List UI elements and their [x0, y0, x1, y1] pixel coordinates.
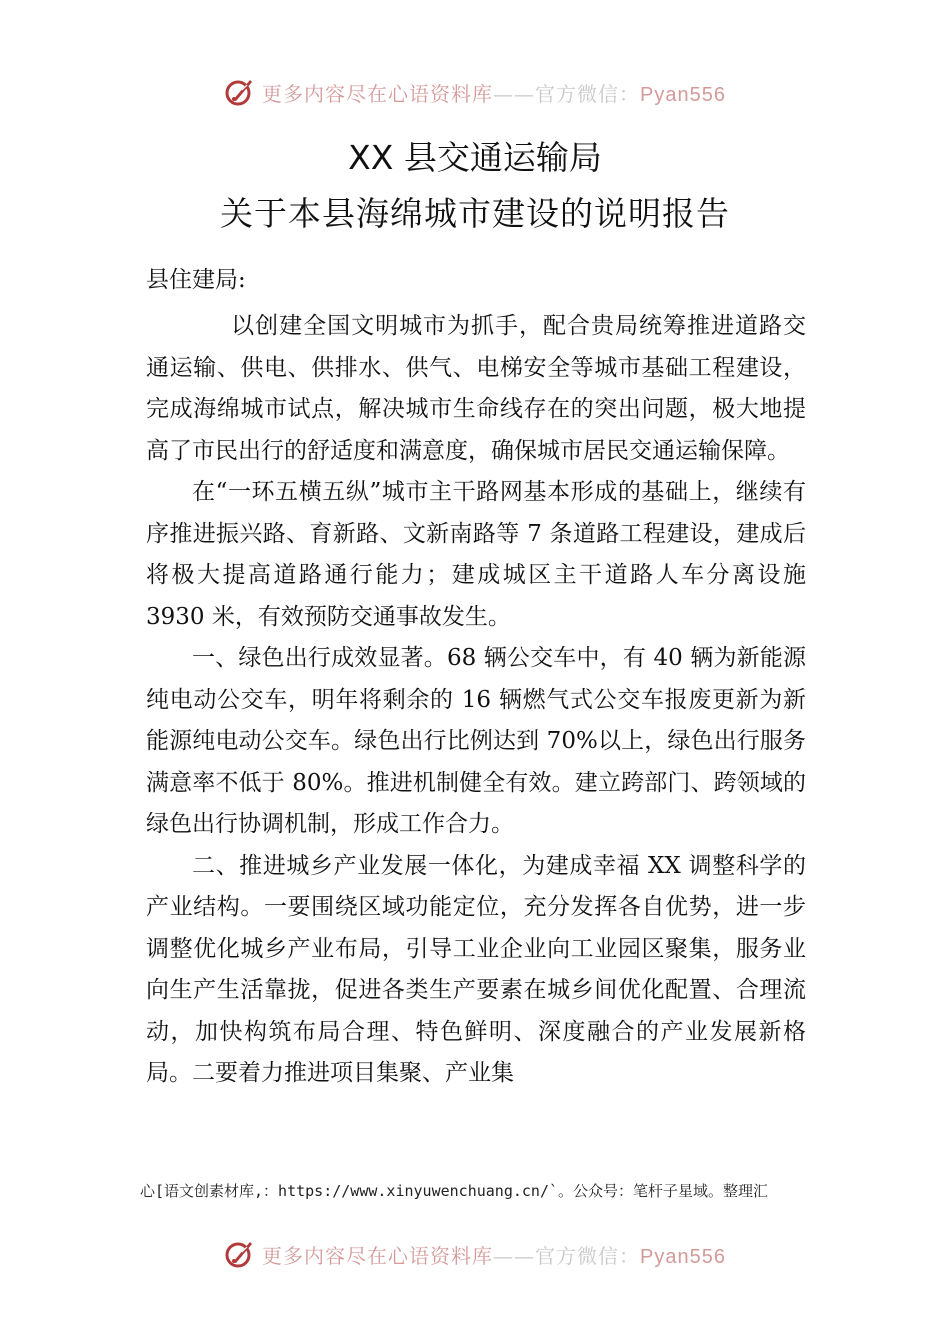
- feather-pen-logo-icon: [224, 76, 256, 108]
- body-paragraph-4: 二、推进城乡产业发展一体化，为建成幸福 XX 调整科学的产业结构。一要围绕区域功能定位，充分发挥各自优势，进一步调整优化城乡产业布局，引导工业企业向工业园区聚集，服务业向生产生活靠拢，促进各类生产要素在城乡间优化配置、合理流动，加快构筑布局合理、特色鲜明、深度融合的产业发展新格局。二要着力推进项目集聚、产业集: [146, 852, 806, 1086]
- banner-lead: 更多内容尽在心语资料库: [262, 1243, 494, 1268]
- banner-wechat-id: Pyan556: [640, 83, 726, 106]
- banner-wechat-label: 官方微信：: [535, 1243, 641, 1268]
- document-body: [146, 306, 806, 1095]
- banner-text: [262, 78, 726, 107]
- footer-note: 心[语文创素材库,：https://www.xinyuwenchuang.cn/`。公众号：笔杆子星域。整理汇: [140, 1182, 769, 1200]
- banner-lead: 更多内容尽在心语资料库: [262, 81, 494, 106]
- banner-wechat-label: 官方微信：: [535, 81, 641, 106]
- body-paragraph-2: 在“一环五横五纵”城市主干路网基本形成的基础上，继续有序推进振兴路、育新路、文新南路等 7 条道路工程建设，建成后将极大提高道路通行能力；建成城区主干道路人车分离设施 3930 米，有效预防交通事故发生。: [146, 479, 806, 630]
- footer-banner: [0, 1232, 950, 1276]
- document-title-line-2: 关于本县海绵城市建设的说明报告: [220, 194, 730, 233]
- banner-wechat-id: Pyan556: [640, 1245, 726, 1268]
- banner-text: [262, 1240, 726, 1269]
- banner-dash: ——: [493, 81, 536, 106]
- salutation: 县住建局:: [146, 267, 246, 293]
- feather-pen-logo-icon: [224, 1238, 256, 1270]
- document-title-line-1: XX 县交通运输局: [348, 138, 602, 177]
- banner-dash: ——: [493, 1243, 536, 1268]
- body-paragraph-3: 一、绿色出行成效显著。68 辆公交车中，有 40 辆为新能源纯电动公交车，明年将剩余的 16 辆燃气式公交车报废更新为新能源纯电动公交车。绿色出行比例达到 70%以上，绿色出行服务满意率不低于 80%。推进机制健全有效。建立跨部门、跨领域的绿色出行协调机制，形成工作合力。: [146, 645, 806, 837]
- body-paragraph-1: 以创建全国文明城市为抓手，配合贵局统筹推进道路交通运输、供电、供排水、供气、电梯安全等城市基础工程建设，完成海绵城市试点，解决城市生命线存在的突出问题，极大地提高了市民出行的舒适度和满意度，确保城市居民交通运输保障。: [146, 313, 806, 464]
- header-banner: [0, 70, 950, 114]
